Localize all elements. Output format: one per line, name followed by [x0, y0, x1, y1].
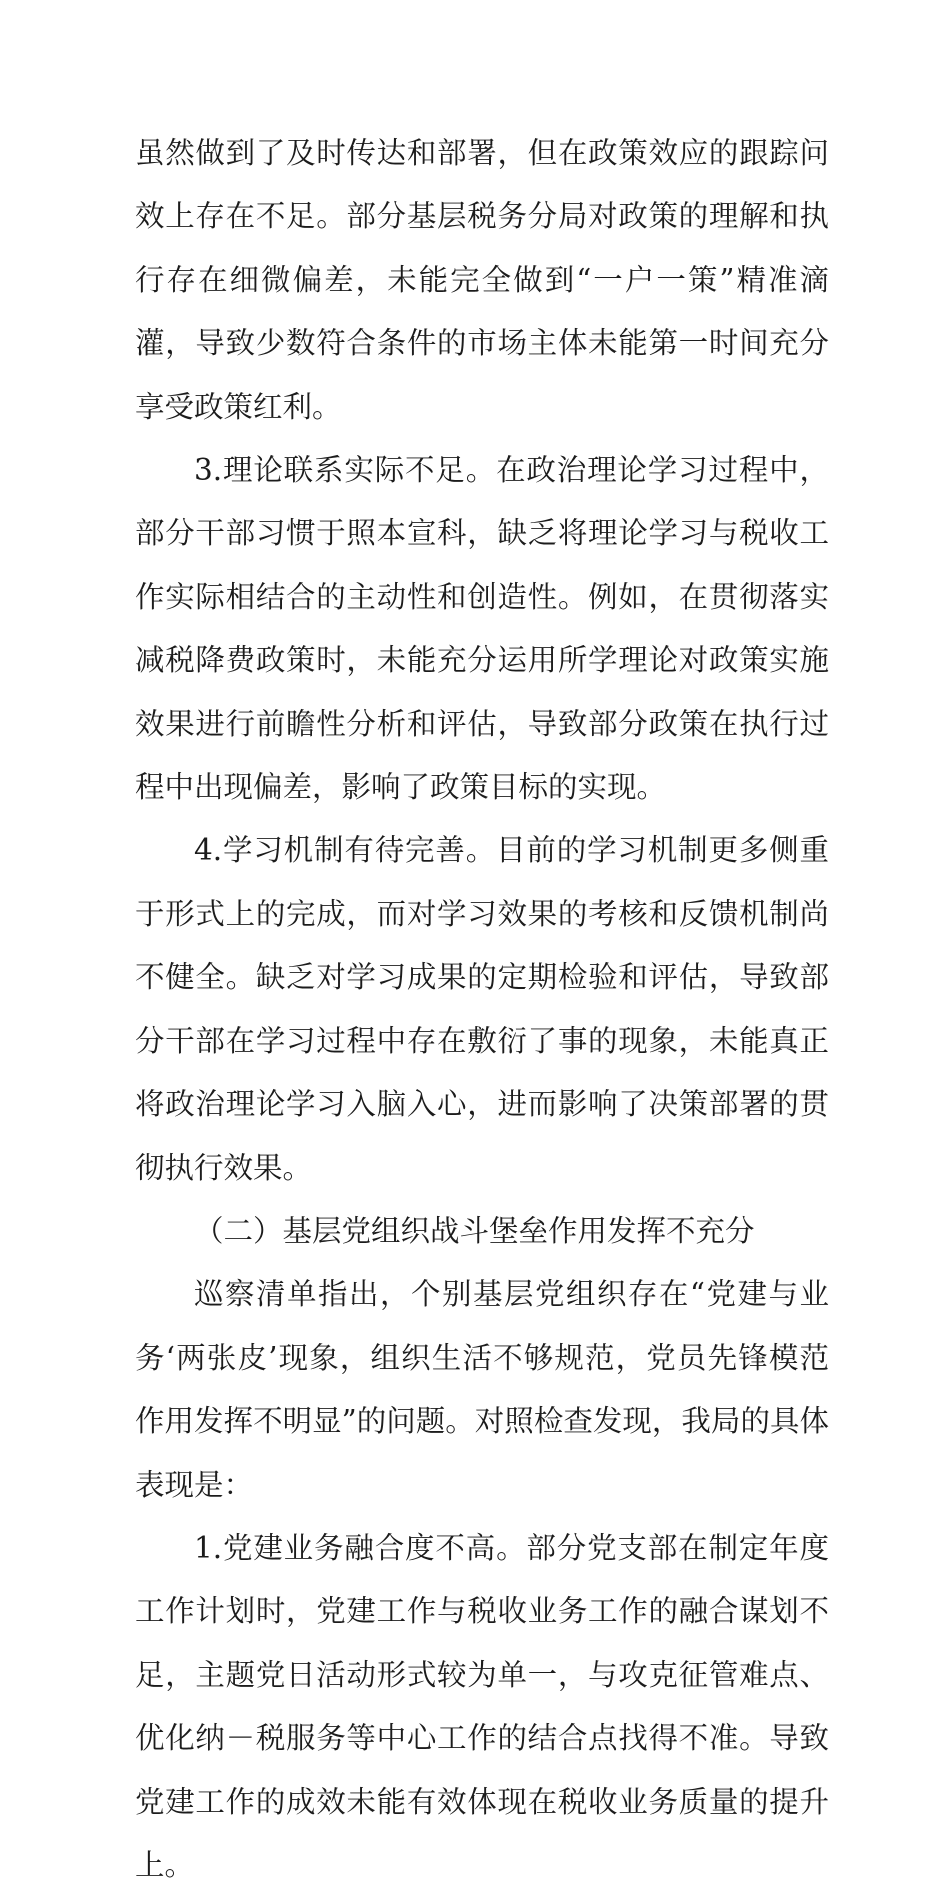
paragraph-item-4-learning-mechanism: 4.学习机制有待完善。目前的学习机制更多侧重于形式上的完成，而对学习效果的考核和反馈机制尚不健全。缺乏对学习成果的定期检验和评估，导致部分干部在学习过程中存在敷衍了事的现象，未能真正将政治理论学习入脑入心，进而影响了决策部署的贯彻执行效果。 — [135, 833, 829, 1185]
paragraph-item-1-party-business-integration: 1.党建业务融合度不高。部分党支部在制定年度工作计划时，党建工作与税收业务工作的融合谋划不足，主题党日活动形式较为单一，与攻克征管难点、优化纳－税服务等中心工作的结合点找得不准。导致党建工作的成效未能有效体现在税收业务质量的提升上。 — [135, 1530, 829, 1882]
document-text-column — [135, 122, 829, 1897]
paragraph-inspection-list: 巡察清单指出，个别基层党组织存在“党建与业务‘两张皮’现象，组织生活不够规范，党员先锋模范作用发挥不明显”的问题。对照检查发现，我局的具体表现是： — [135, 1277, 829, 1502]
paragraph-policy-tracking: 虽然做到了及时传达和部署，但在政策效应的跟踪问效上存在不足。部分基层税务分局对政策的理解和执行存在细微偏差，未能完全做到“一户一策”精准滴灌，导致少数符合条件的市场主体未能第一时间充分享受政策红利。 — [135, 136, 829, 424]
section-heading-2: （二）基层党组织战斗堡垒作用发挥不充分 — [194, 1213, 755, 1248]
paragraph-item-3-theory-practice: 3.理论联系实际不足。在政治理论学习过程中，部分干部习惯于照本宣科，缺乏将理论学习与税收工作实际相结合的主动性和创造性。例如，在贯彻落实减税降费政策时，未能充分运用所学理论对政策实施效果进行前瞻性分析和评估，导致部分政策在执行过程中出现偏差，影响了政策目标的实现。 — [135, 453, 829, 805]
